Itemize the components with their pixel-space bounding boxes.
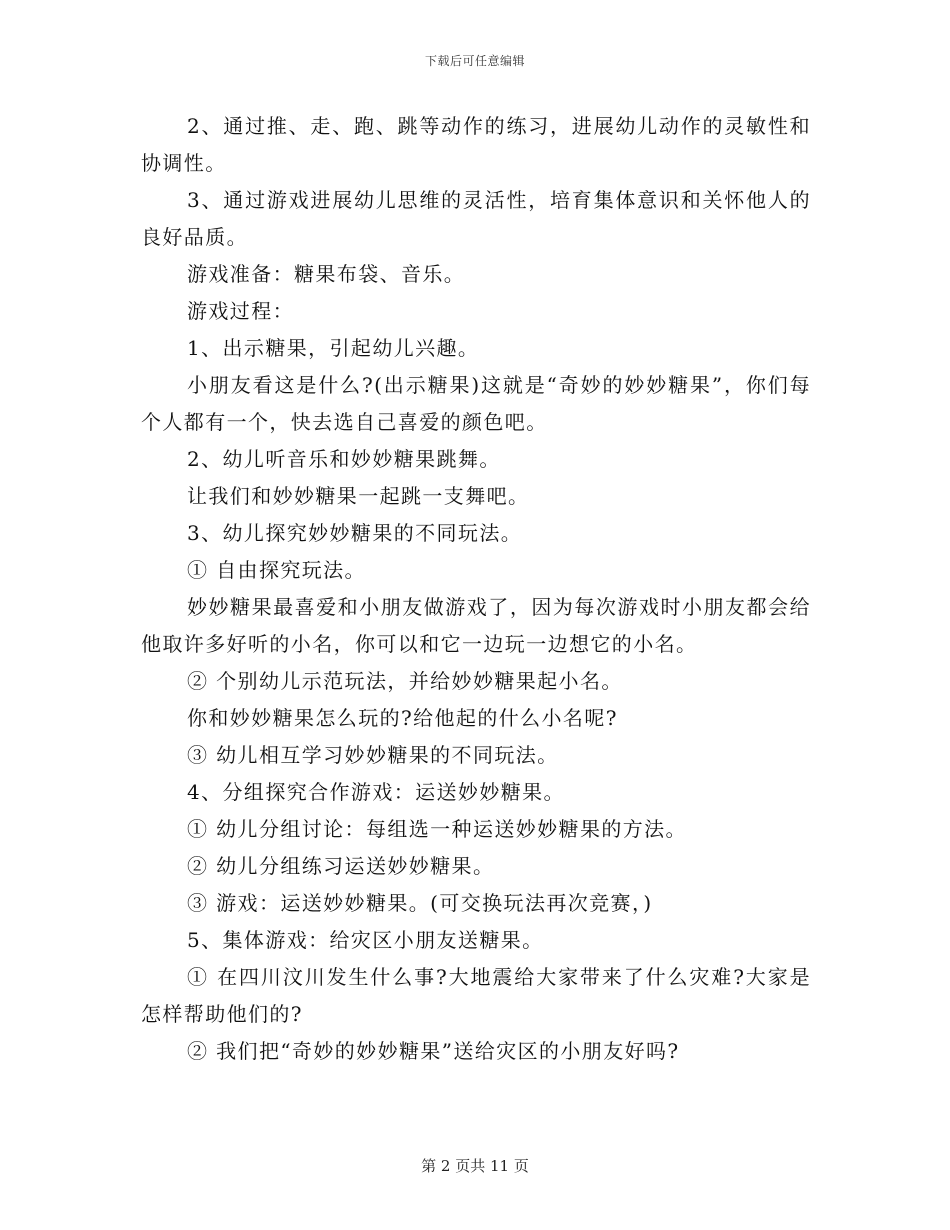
paragraph-step-2-detail: 让我们和妙妙糖果一起跳一支舞吧。: [187, 484, 530, 508]
paragraph-step-3: 3、幼儿探究妙妙糖果的不同玩法。: [187, 521, 523, 545]
paragraph-step-4: 4、分组探究合作游戏：运送妙妙糖果。: [187, 780, 565, 804]
paragraph-step-3-item-2-detail: 你和妙妙糖果怎么玩的?给他起的什么小名呢?: [187, 706, 618, 730]
paragraph-step-3-item-1: ① 自由探究玩法。: [187, 558, 366, 582]
paragraph-game-process-heading: 游戏过程：: [187, 299, 294, 323]
paragraph-goal-3: 3、通过游戏进展幼儿思维的灵活性，培育集体意识和关怀他人的良好品质。: [141, 188, 811, 249]
paragraph-step-3-item-2: ② 个别幼儿示范玩法，并给妙妙糖果起小名。: [187, 669, 623, 693]
paragraph-step-1-detail: 小朋友看这是什么?(出示糖果)这就是“奇妙的妙妙糖果”，你们每个人都有一个，快去选自己喜爱的颜色吧。: [141, 373, 811, 434]
paragraph-goal-2: 2、通过推、走、跑、跳等动作的练习，进展幼儿动作的灵敏性和协调性。: [141, 114, 811, 175]
paragraph-step-5: 5、集体游戏：给灾区小朋友送糖果。: [187, 928, 544, 952]
paragraph-step-4-item-3: ③ 游戏：运送妙妙糖果。(可交换玩法再次竞赛，): [187, 891, 653, 915]
paragraph-step-4-item-1: ① 幼儿分组讨论：每组选一种运送妙妙糖果的方法。: [187, 817, 687, 841]
paragraph-step-3-item-3: ③ 幼儿相互学习妙妙糖果的不同玩法。: [187, 743, 559, 767]
page-header: 下载后可任意编辑: [424, 54, 525, 68]
document-body: [141, 108, 811, 1070]
paragraph-step-1: 1、出示糖果，引起幼儿兴趣。: [187, 336, 480, 360]
page-footer: 第 2 页共 11 页: [421, 1157, 529, 1175]
paragraph-step-5-item-2: ② 我们把“奇妙的妙妙糖果”送给灾区的小朋友好吗?: [187, 1039, 680, 1063]
paragraph-step-4-item-2: ② 幼儿分组练习运送妙妙糖果。: [187, 854, 495, 878]
paragraph-step-3-item-1-detail: 妙妙糖果最喜爱和小朋友做游戏了，因为每次游戏时小朋友都会给他取许多好听的小名，你可以和它一边玩一边想它的小名。: [141, 595, 811, 656]
paragraph-step-2: 2、幼儿听音乐和妙妙糖果跳舞。: [187, 447, 501, 471]
paragraph-game-preparation: 游戏准备：糖果布袋、音乐。: [187, 262, 466, 286]
paragraph-step-5-item-1: ① 在四川汶川发生什么事?大地震给大家带来了什么灾难?大家是怎样帮助他们的?: [141, 965, 811, 1026]
